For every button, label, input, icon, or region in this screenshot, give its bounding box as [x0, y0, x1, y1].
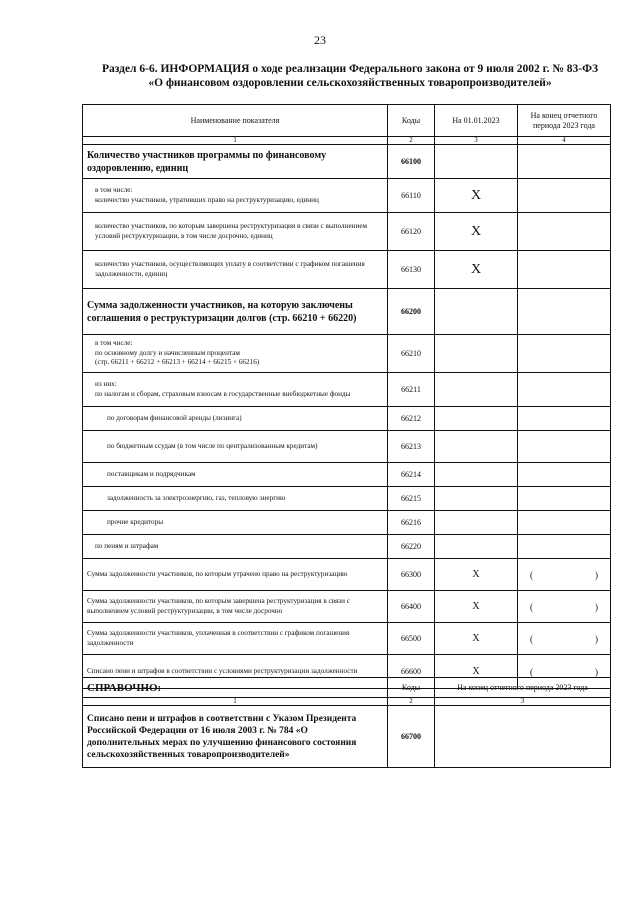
row-code: 66214: [388, 463, 435, 487]
table-row: [83, 487, 611, 511]
row-name: [83, 335, 388, 373]
reference-header-row: [83, 678, 611, 698]
section-title-line2: «О финансовом оздоровлении сельскохозяйственных товаропроизводителей»: [148, 77, 552, 89]
reference-row-name: Списано пени и штрафов в соответствии с Указом Президента Российской Федерации от 16 июля 2003 г. № 784 «О дополнительных мерах по улучшению финансового состояния сельскохозяйственных товаропроизводителей»: [83, 706, 388, 768]
row-value-end: [518, 289, 611, 335]
row-name: [83, 179, 388, 213]
row-name: [83, 373, 388, 407]
row-value-end: [518, 179, 611, 213]
table-row: [83, 535, 611, 559]
row-code: 66400: [388, 591, 435, 623]
row-value-end: [518, 511, 611, 535]
row-value-end: [518, 535, 611, 559]
reference-table: [82, 677, 611, 768]
row-value-start: [435, 289, 518, 335]
row-value-start: X: [435, 623, 518, 655]
row-name-text: по налогам и сборам, страховым взносам в государственные внебюджетные фонды: [95, 389, 351, 398]
row-value-start: [435, 335, 518, 373]
reference-row: [83, 706, 611, 768]
table-row: [83, 511, 611, 535]
table-row: [83, 179, 611, 213]
row-code: 66120: [388, 213, 435, 251]
row-value-start: X: [435, 591, 518, 623]
row-name-formula: (стр. 66211 + 66212 + 66213 + 66214 + 66215 + 66216): [95, 358, 260, 367]
row-name: Списано пени и штрафов в соответствии с условиями реструктуризации задолженности: [83, 655, 388, 689]
row-value-start: [435, 373, 518, 407]
row-code: 66216: [388, 511, 435, 535]
row-value-start: X: [435, 655, 518, 689]
row-value-end: [518, 145, 611, 179]
header-end: На конец отчетного периода 2023 года: [518, 105, 611, 137]
table-row: [83, 335, 611, 373]
row-code: 66300: [388, 559, 435, 591]
table-row: [83, 463, 611, 487]
header-row: [83, 105, 611, 137]
row-value-end: [518, 559, 611, 591]
row-name: поставщикам и подрядчикам: [83, 463, 388, 487]
row-value-start: X: [435, 179, 518, 213]
row-name-text: по основному долгу и начисленным процентам: [95, 348, 240, 357]
table-row: [83, 289, 611, 335]
row-name: Сумма задолженности участников, по которым утрачено право на реструктуризацию: [83, 559, 388, 591]
paren-close: ): [595, 569, 598, 580]
row-value-end: [518, 591, 611, 623]
row-value-start: [435, 407, 518, 431]
row-value-end: [518, 373, 611, 407]
paren-open: (: [530, 666, 533, 677]
paren-close: ): [595, 633, 598, 644]
row-value-end: [518, 251, 611, 289]
table-row: [83, 591, 611, 623]
row-code: 66600: [388, 655, 435, 689]
row-code: 66220: [388, 535, 435, 559]
row-code: 66211: [388, 373, 435, 407]
paren-open: (: [530, 569, 533, 580]
reference-title: СПРАВОЧНО:: [83, 678, 388, 698]
col-number-row: [83, 137, 611, 145]
header-start: На 01.01.2023: [435, 105, 518, 137]
row-value-start: X: [435, 213, 518, 251]
row-name: количество участников, осуществляющих уплату в соответствии с графиком погашения задолженности, единиц: [83, 251, 388, 289]
row-value-start: [435, 535, 518, 559]
col-number: 2: [388, 137, 435, 145]
paren-close: ): [595, 666, 598, 677]
row-code: 66110: [388, 179, 435, 213]
row-value-start: [435, 487, 518, 511]
row-name: Сумма задолженности участников, уплаченная в соответствии с графиком погашения задолженности: [83, 623, 388, 655]
row-value-end: [518, 213, 611, 251]
reference-header-code: Коды: [388, 678, 435, 698]
row-value-start: [435, 511, 518, 535]
row-value-start: [435, 145, 518, 179]
row-name: количество участников, по которым завершена реструктуризация в связи с выполнением условий реструктуризации, в том числе досрочно, единиц: [83, 213, 388, 251]
reference-header-value: На конец отчетного периода 2023 года: [435, 678, 611, 698]
reference-row-code: 66700: [388, 706, 435, 768]
page-number: 23: [314, 33, 326, 47]
row-code: 66210: [388, 335, 435, 373]
section-title: [80, 62, 620, 90]
paren-open: (: [530, 601, 533, 612]
row-code: 66215: [388, 487, 435, 511]
row-value-end: [518, 623, 611, 655]
table-row: [83, 373, 611, 407]
col-number: 2: [388, 698, 435, 706]
row-code: 66200: [388, 289, 435, 335]
row-value-start: [435, 463, 518, 487]
row-value-start: [435, 431, 518, 463]
row-name: задолженность за электроэнергию, газ, тепловую энергию: [83, 487, 388, 511]
reference-row-value: [435, 706, 611, 768]
row-code: 66213: [388, 431, 435, 463]
row-value-end: [518, 431, 611, 463]
main-table: [82, 104, 611, 689]
table-row: [83, 145, 611, 179]
reference-col-number-row: [83, 698, 611, 706]
row-value-start: X: [435, 559, 518, 591]
header-code: Коды: [388, 105, 435, 137]
col-number: 1: [83, 137, 388, 145]
section-title-line1: Раздел 6-6. ИНФОРМАЦИЯ о ходе реализации Федерального закона от 9 июля 2002 г. № 83-ФЗ: [101, 63, 599, 75]
row-code: 66500: [388, 623, 435, 655]
table-row: [83, 213, 611, 251]
row-name: Сумма задолженности участников, на которую заключены соглашения о реструктуризации долгов (стр. 66210 + 66220): [83, 289, 388, 335]
col-number: 3: [435, 698, 611, 706]
paren-open: (: [530, 633, 533, 644]
row-name: прочие кредиторы: [83, 511, 388, 535]
row-name-prefix: из них:: [95, 380, 117, 388]
row-name: Сумма задолженности участников, по которым завершена реструктуризация в связи с выполнением условий реструктуризации, в том числе досрочно: [83, 591, 388, 623]
row-name: по пеням и штрафам: [83, 535, 388, 559]
table-row: [83, 431, 611, 463]
col-number: 3: [435, 137, 518, 145]
row-name: по договорам финансовой аренды (лизинга): [83, 407, 388, 431]
row-name: Количество участников программы по финансовому оздоровлению, единиц: [83, 145, 388, 179]
row-name: по бюджетным ссудам (в том числе по централизованным кредитам): [83, 431, 388, 463]
row-name-text: количество участников, утративших право на реструктуризацию, единиц: [95, 195, 319, 204]
header-name: Наименование показателя: [83, 105, 388, 137]
col-number: 4: [518, 137, 611, 145]
row-value-end: [518, 407, 611, 431]
row-code: 66100: [388, 145, 435, 179]
row-name-prefix: в том числе:: [95, 339, 133, 348]
col-number: 1: [83, 698, 388, 706]
row-code: 66212: [388, 407, 435, 431]
table-row: [83, 623, 611, 655]
row-value-start: X: [435, 251, 518, 289]
table-row: [83, 251, 611, 289]
row-value-end: [518, 335, 611, 373]
row-value-end: [518, 463, 611, 487]
table-row: [83, 559, 611, 591]
paren-close: ): [595, 601, 598, 612]
row-code: 66130: [388, 251, 435, 289]
table-row: [83, 407, 611, 431]
row-value-end: [518, 487, 611, 511]
row-name-prefix: в том числе:: [95, 186, 133, 194]
